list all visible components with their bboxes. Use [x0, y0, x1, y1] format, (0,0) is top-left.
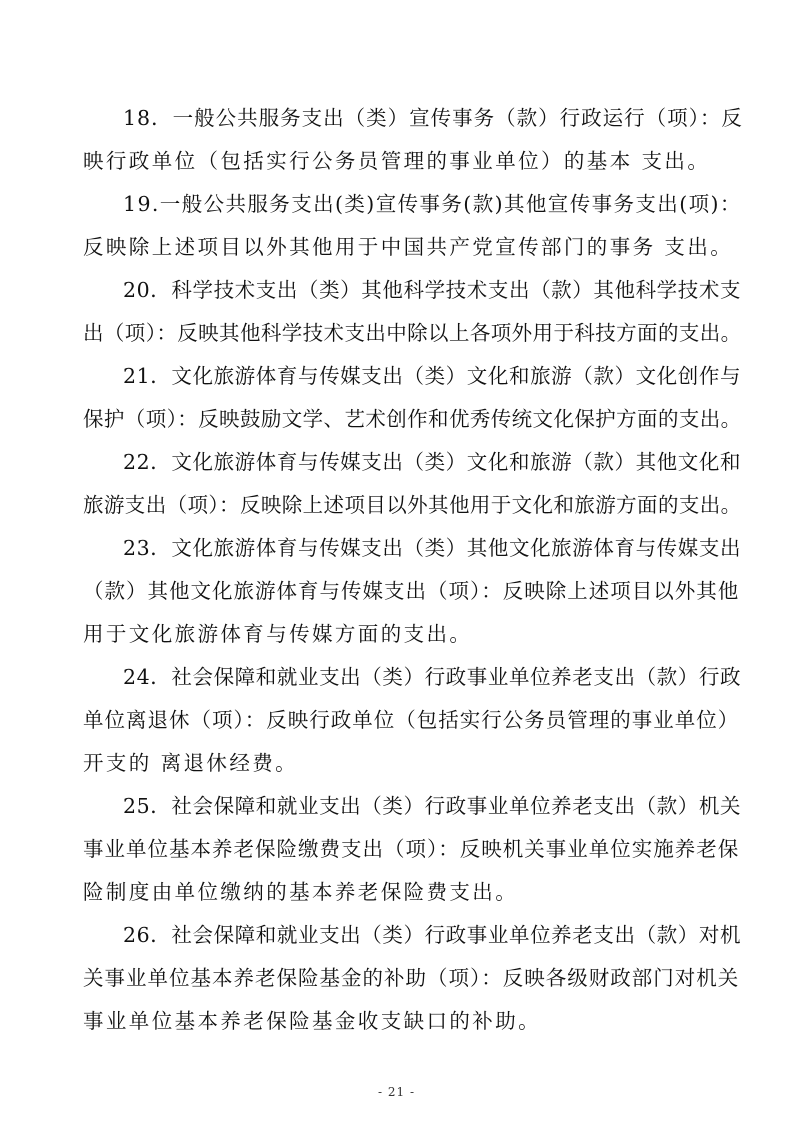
paragraph-24-line-1: 24．社会保障和就业支出（类）行政事业单位养老支出（款）行政 — [123, 665, 742, 689]
paragraph-26-line-3: 事业单位基本养老保险基金收支缺口的补助。 — [83, 1009, 541, 1033]
paragraph-18-line-1: 18．一般公共服务支出（类）宣传事务（款）行政运行（项）：反 — [123, 106, 743, 130]
paragraph-19-line-2: 反映除上述项目以外其他用于中国共产党宣传部门的事务 支出。 — [83, 235, 734, 259]
paragraph-18-line-2: 映行政单位（包括实行公务员管理的事业单位）的基本 支出。 — [83, 149, 711, 173]
paragraph-23-line-1: 23．文化旅游体育与传媒支出（类）其他文化旅游体育与传媒支出 — [123, 536, 742, 560]
paragraph-23-line-3: 用于文化旅游体育与传媒方面的支出。 — [83, 622, 473, 646]
paragraph-24-line-2: 单位离退休（项）：反映行政单位（包括实行公务员管理的事业单位） — [83, 708, 740, 732]
page-number: - 21 - — [377, 1085, 415, 1099]
paragraph-20-line-2: 出（项）：反映其他科学技术支出中除以上各项外用于科技方面的支出。 — [83, 321, 742, 345]
paragraph-22-line-1: 22．文化旅游体育与传媒支出（类）文化和旅游（款）其他文化和 — [123, 450, 742, 474]
paragraph-23-line-2: （款）其他文化旅游体育与传媒支出（项）：反映除上述项目以外其他 — [83, 579, 740, 603]
paragraph-24-line-3: 开支的 离退休经费。 — [83, 751, 299, 775]
paragraph-25-line-3: 险制度由单位缴纳的基本养老保险费支出。 — [83, 880, 519, 904]
paragraph-20-line-1: 20．科学技术支出（类）其他科学技术支出（款）其他科学技术支 — [123, 278, 742, 302]
paragraph-26-line-2: 关事业单位基本养老保险基金的补助（项）：反映各级财政部门对机关 — [83, 966, 740, 990]
paragraph-26-line-1: 26．社会保障和就业支出（类）行政事业单位养老支出（款）对机 — [123, 923, 742, 947]
paragraph-22-line-2: 旅游支出（项）：反映除上述项目以外其他用于文化和旅游方面的支出。 — [83, 493, 742, 517]
paragraph-25-line-2: 事业单位基本养老保险缴费支出（项）：反映机关事业单位实施养老保 — [83, 837, 740, 861]
paragraph-19-line-1: 19.一般公共服务支出(类)宣传事务(款)其他宣传事务支出(项)： — [123, 192, 742, 216]
paragraph-21-line-1: 21．文化旅游体育与传媒支出（类）文化和旅游（款）文化创作与 — [123, 364, 742, 388]
paragraph-25-line-1: 25．社会保障和就业支出（类）行政事业单位养老支出（款）机关 — [123, 794, 742, 818]
paragraph-21-line-2: 保护（项）：反映鼓励文学、艺术创作和优秀传统文化保护方面的支出。 — [83, 407, 742, 431]
